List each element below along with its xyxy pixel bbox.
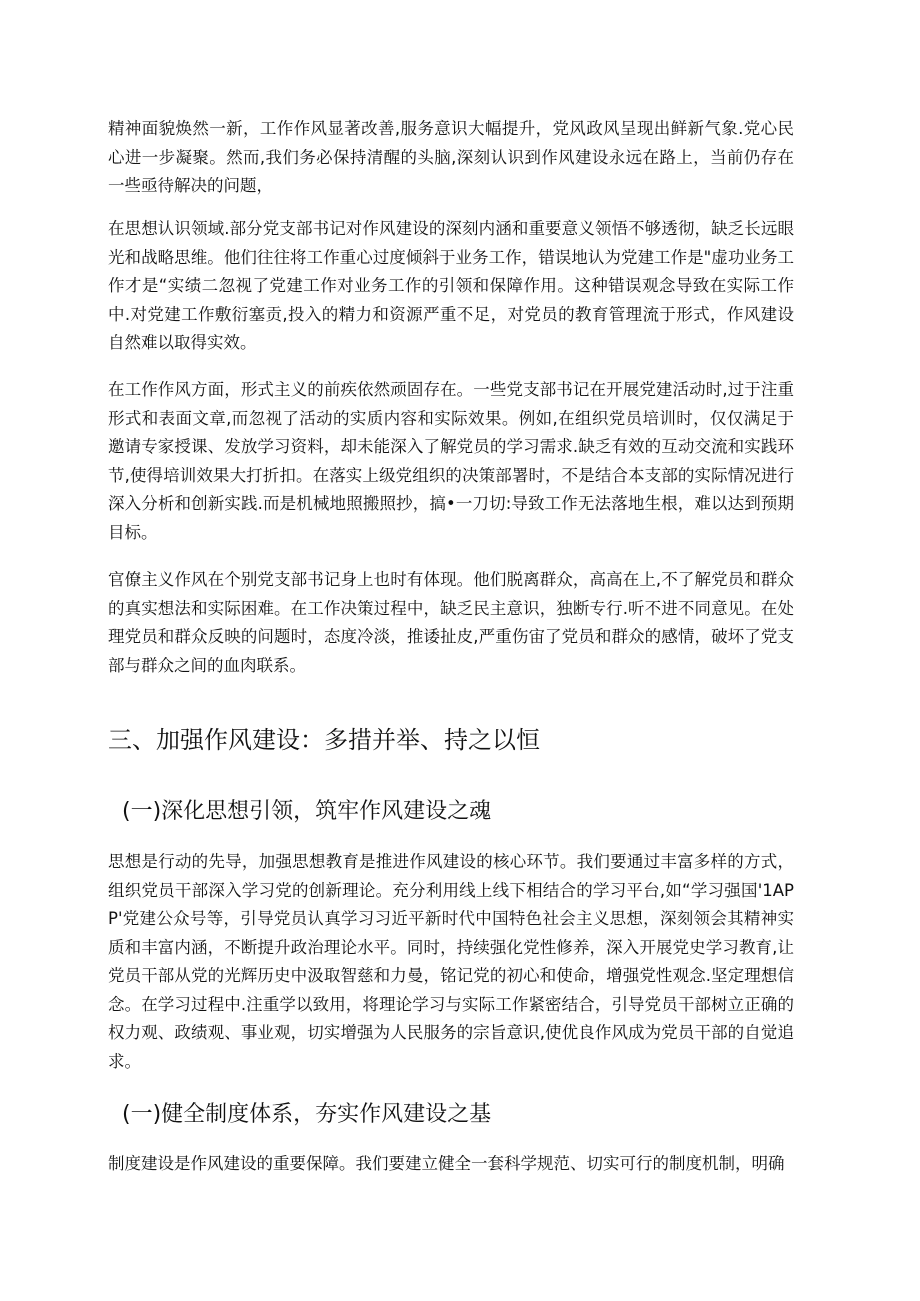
subsection-heading-thought: (一)深化思想引领，筑牢作风建设之魂 bbox=[122, 799, 492, 824]
subsection-heading-system: (一)健全制度体系，夯实作风建设之基 bbox=[122, 1102, 492, 1127]
paragraph-work-style: 在工作作风方面，形式主义的前疾依然顽固存在。一些党支部书记在开展党建活动时,过于注重形式和表面文章,而忽视了活动的实质内容和实际效果。例如,在组织党员培训时，仅仅满足于邀请专家授课、发放学习资料，却未能深入了解党员的学习需求.缺乏有效的互动交流和实践环节,使得培训效果大打折扣。在落实上级党组织的决策部署时，不是结合本支部的实际情况进行深入分析和创新实践.而是机械地照搬照抄，搞•一刀切:导致工作无法落地生根，难以达到预期目标。 bbox=[108, 380, 794, 542]
paragraph-system-building: 制度建设是作风建设的重要保障。我们要建立健全一套科学规范、切实可行的制度机制，明确 bbox=[108, 1154, 785, 1173]
section-heading: 三、加强作风建设：多措并举、持之以恒 bbox=[108, 726, 540, 754]
paragraph-bureaucratism: 官僚主义作风在个别党支部书记身上也时有体现。他们脱离群众，高高在上,不了解党员和群众的真实想法和实际困难。在工作决策过程中，缺乏民主意识，独断专行.听不进不同意见。在处理党员和群众反映的问题时，态度冷淡，推诿扯皮,严重伤宙了党员和群众的感情，破坏了党支部与群众之间的血肉联系。 bbox=[108, 570, 794, 675]
paragraph-thought-awareness: 在思想认识领域.部分党支部书记对作风建设的深刻内涵和重要意义领悟不够透彻，缺乏长远眼光和战略思维。他们往往将工作重心过度倾斜于业务工作，错误地认为党建工作是"虚功业务工作才是“实绩二忽视了党建工作对业务工作的引领和保障作用。这种错误观念导致在实际工作中.对党建工作敷衍塞贡,投入的精力和资源严重不足，对党员的教育管理流于形式，作风建设自然难以取得实效。 bbox=[108, 219, 794, 352]
paragraph-thought-guidance: 思想是行动的先导，加强思想教育是推进作风建设的核心环节。我们要通过丰富多样的方式，组织党员干部深入学习党的创新理论。充分利用线上线下相结合的学习平台,如“学习强国'1APP'党建公众号等，引导党员认真学习习近平新时代中国特色社会主义思想，深刻领会其精神实质和丰富内涵，不断提升政治理论水平。同时，持续强化党性修养，深入开展党史学习教育,让党员干部从党的光辉历史中汲取智慈和力曼，铭记党的初心和使命，增强党性观念.坚定理想信念。在学习过程中.注重学以致用，将理论学习与实际工作紧密结合，引导党员干部树立正确的权力观、政绩观、事业观，切实增强为人民服务的宗旨意识,使优良作风成为党员干部的自觉追求。 bbox=[108, 852, 794, 1071]
paragraph-intro: 精神面貌焕然一新，工作作风显著改善,服务意识大幅提升，党风政风呈现出鲜新气象.党心民心进一步凝聚。然而,我们务必保持清醒的头脑,深刻认识到作风建设永远在路上，当前仍存在一些亟待解决的问题， bbox=[108, 119, 794, 195]
